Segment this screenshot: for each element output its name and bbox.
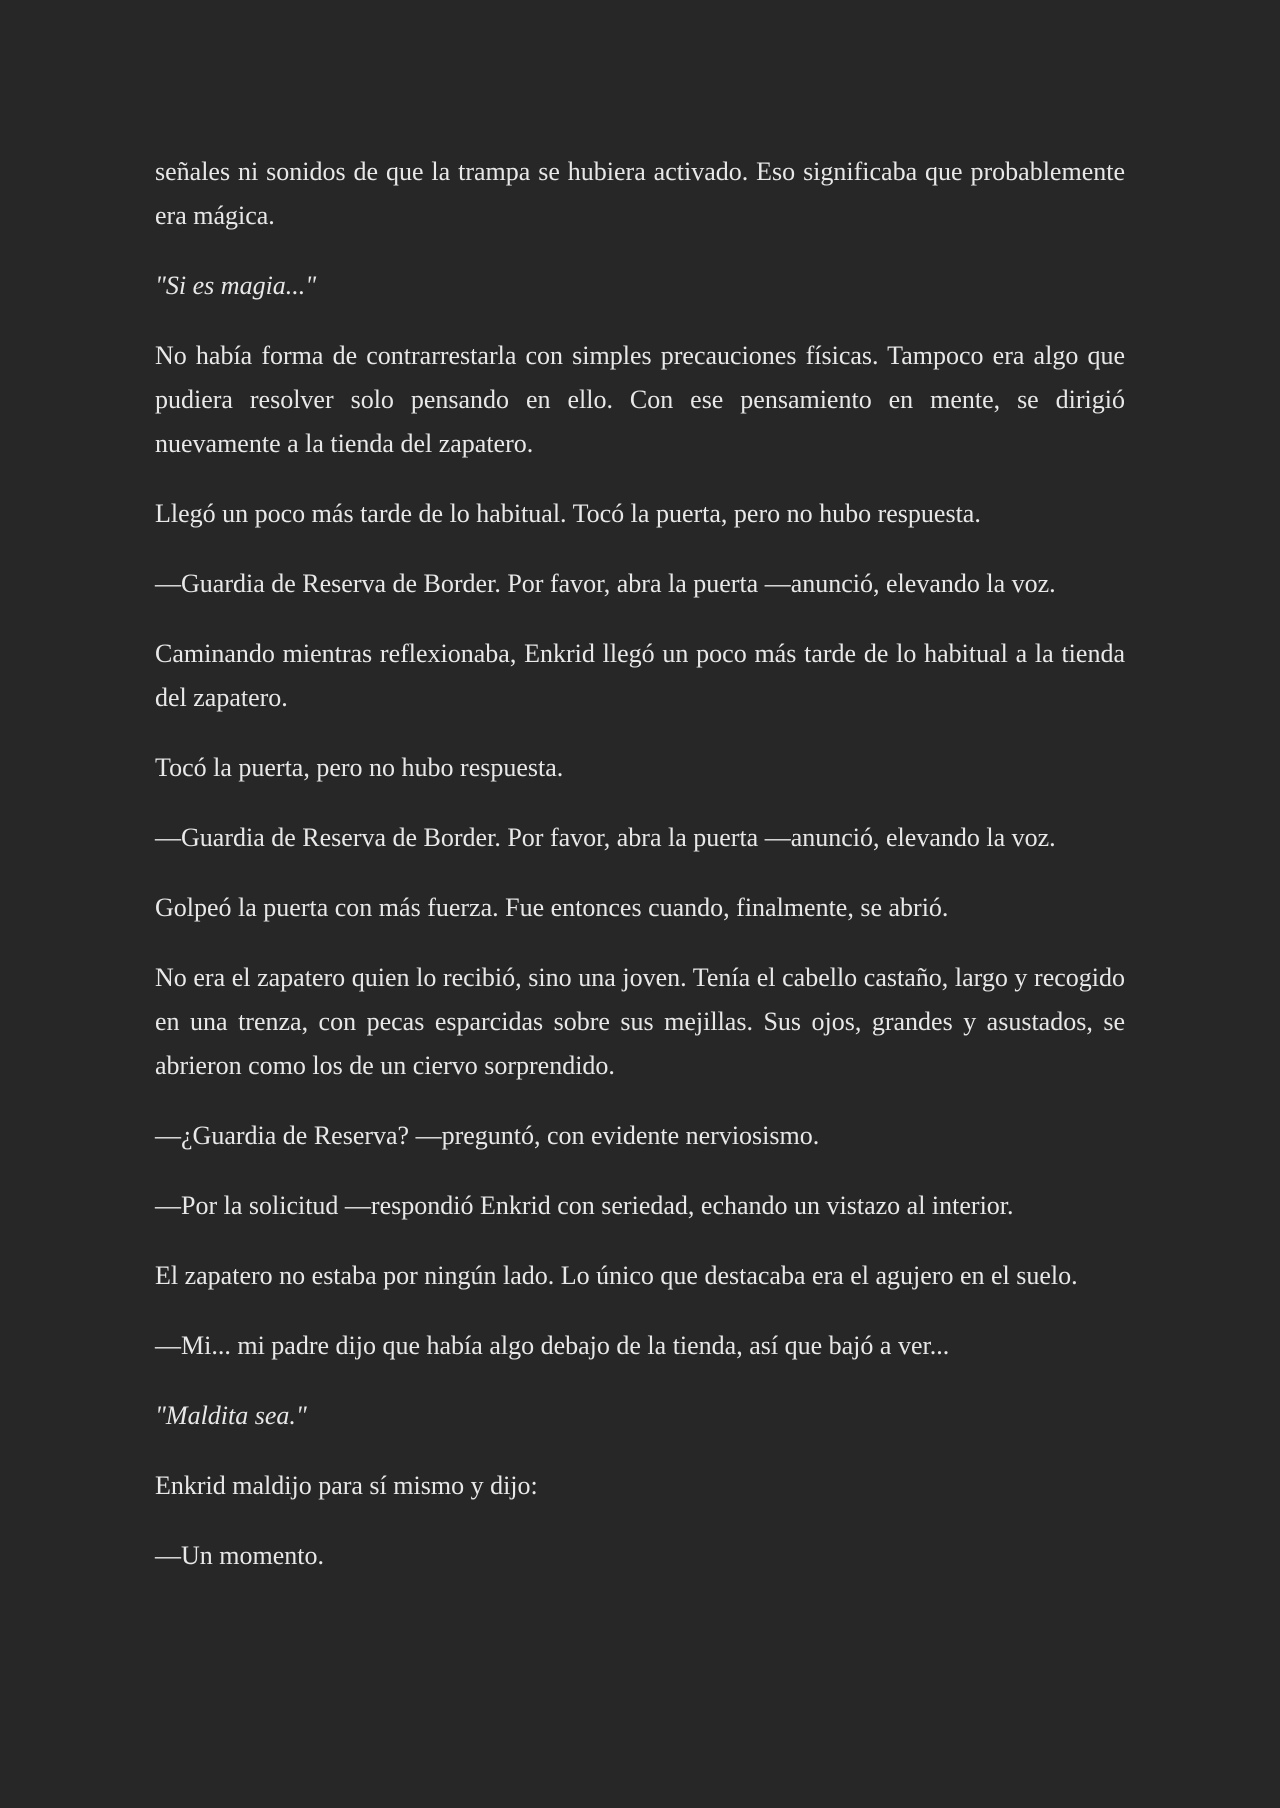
- paragraph-dialogue: —Guardia de Reserva de Border. Por favor, abra la puerta —anunció, elevando la voz.: [155, 823, 1056, 852]
- paragraph: Golpeó la puerta con más fuerza. Fue entonces cuando, finalmente, se abrió.: [155, 893, 949, 922]
- paragraph-dialogue: —Mi... mi padre dijo que había algo debajo de la tienda, así que bajó a ver...: [155, 1331, 950, 1360]
- paragraph: Llegó un poco más tarde de lo habitual. Tocó la puerta, pero no hubo respuesta.: [155, 499, 981, 528]
- paragraph: No era el zapatero quien lo recibió, sino una joven. Tenía el cabello castaño, largo y recogido en una trenza, con pecas esparcidas sobre sus mejillas. Sus ojos, grandes y asustados, se abrieron como los de un ciervo sorprendido.: [155, 963, 1125, 1080]
- paragraph: Caminando mientras reflexionaba, Enkrid llegó un poco más tarde de lo habitual a la tienda del zapatero.: [155, 639, 1125, 712]
- paragraph-thought: "Si es magia...": [155, 271, 317, 300]
- chapter-text: [155, 150, 1125, 1604]
- paragraph-dialogue: —Un momento.: [155, 1541, 324, 1570]
- paragraph: Tocó la puerta, pero no hubo respuesta.: [155, 753, 564, 782]
- paragraph-dialogue: —Por la solicitud —respondió Enkrid con seriedad, echando un vistazo al interior.: [155, 1191, 1014, 1220]
- paragraph: señales ni sonidos de que la trampa se hubiera activado. Eso significaba que probablemente era mágica.: [155, 157, 1125, 230]
- paragraph-thought: "Maldita sea.": [155, 1401, 307, 1430]
- paragraph-dialogue: —Guardia de Reserva de Border. Por favor, abra la puerta —anunció, elevando la voz.: [155, 569, 1056, 598]
- paragraph: No había forma de contrarrestarla con simples precauciones físicas. Tampoco era algo que pudiera resolver solo pensando en ello. Con ese pensamiento en mente, se dirigió nuevamente a la tienda del zapatero.: [155, 341, 1125, 458]
- paragraph: Enkrid maldijo para sí mismo y dijo:: [155, 1471, 538, 1500]
- paragraph-dialogue: —¿Guardia de Reserva? —preguntó, con evidente nerviosismo.: [155, 1121, 820, 1150]
- paragraph: El zapatero no estaba por ningún lado. Lo único que destacaba era el agujero en el suelo.: [155, 1261, 1078, 1290]
